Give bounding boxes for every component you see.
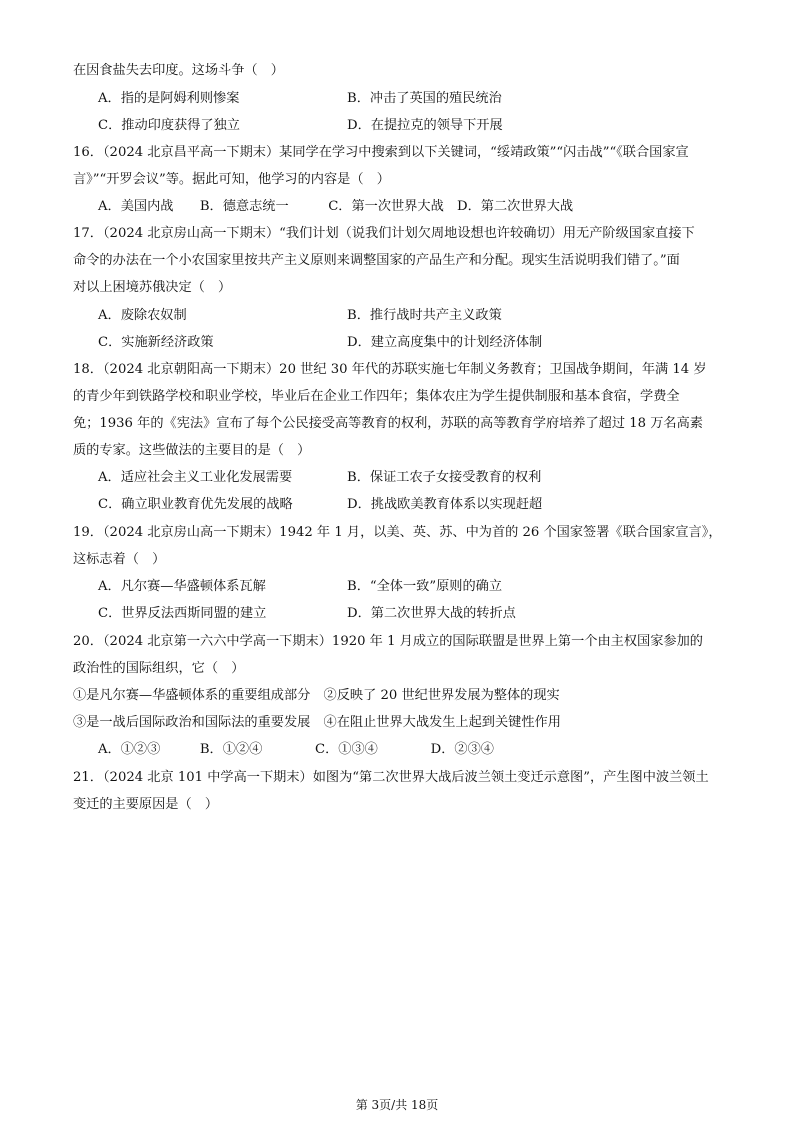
- q15-option-a[interactable]: A．指的是阿姆利则惨案: [98, 91, 240, 106]
- q18-option-c[interactable]: C．确立职业教育优先发展的战略: [98, 497, 293, 512]
- q19-option-a[interactable]: A．凡尔赛—华盛顿体系瓦解: [98, 579, 266, 594]
- q17-option-b[interactable]: B．推行战时共产主义政策: [347, 308, 502, 323]
- q18-option-b[interactable]: B．保证工农子女接受教育的权利: [347, 470, 542, 485]
- q17-option-d[interactable]: D．建立高度集中的计划经济体制: [347, 335, 543, 350]
- q18-stem-line4: 质的专家。这些做法的主要目的是（ ）: [73, 443, 311, 458]
- q19-stem-line2: 这标志着（ ）: [73, 552, 166, 567]
- q16-stem-line2: 言》”“开罗会议”等。据此可知，他学习的内容是（ ）: [73, 172, 390, 187]
- q18-stem-line3: 免；1936 年的《宪法》宣布了每个公民接受高等教育的权利，苏联的高等教育学府培养了超过 18 万名高素: [73, 416, 703, 431]
- q17-option-c[interactable]: C．实施新经济政策: [98, 335, 214, 350]
- page-number-footer: 第 3页/共 18页: [355, 1098, 439, 1112]
- q15-option-d[interactable]: D．在提拉克的领导下开展: [347, 118, 503, 133]
- q20-statements-3-4: ③是一战后国际政治和国际法的重要发展 ④在阻止世界大战发生上起到关键性作用: [73, 715, 561, 730]
- q18-stem-line1: 18．（2024 北京朝阳高一下期末）20 世纪 30 年代的苏联实施七年制义务教育；卫国战争期间，年满 14 岁: [73, 362, 707, 377]
- q16-options[interactable]: A．美国内战 B．德意志统一 C．第一次世界大战 D．第二次世界大战: [98, 199, 574, 214]
- q19-option-b[interactable]: B．“全体一致”原则的确立: [347, 579, 503, 594]
- q17-stem-line1: 17．（2024 北京房山高一下期末）“我们计划（说我们计划欠周地设想也许较确切）用无产阶级国家直接下: [73, 226, 695, 241]
- q21-stem-line1: 21．（2024 北京 101 中学高一下期末）如图为“第二次世界大战后波兰领土变迁示意图”，产生图中波兰领土: [73, 770, 709, 785]
- q16-stem-line1: 16．（2024 北京昌平高一下期末）某同学在学习中搜索到以下关键词，“绥靖政策”“闪击战”“《联合国家宣: [73, 145, 689, 160]
- q20-stem-line1: 20．（2024 北京第一六六中学高一下期末）1920 年 1 月成立的国际联盟是世界上第一个由主权国家参加的: [73, 634, 703, 649]
- q20-options[interactable]: A．①②③ B．①②④ C．①③④ D．②③④: [98, 742, 494, 757]
- q20-statements-1-2: ①是凡尔赛—华盛顿体系的重要组成部分 ②反映了 20 世纪世界发展为整体的现实: [73, 688, 560, 703]
- q19-stem-line1: 19．（2024 北京房山高一下期末）1942 年 1 月，以美、英、苏、中为首的 26 个国家签署《联合国家宣言》，: [73, 525, 722, 540]
- q20-stem-line2: 政治性的国际组织，它（ ）: [73, 661, 245, 676]
- q18-option-a[interactable]: A．适应社会主义工业化发展需要: [98, 470, 293, 485]
- q17-option-a[interactable]: A．废除农奴制: [98, 308, 187, 323]
- q17-stem-line2: 命令的办法在一个小农国家里按共产主义原则来调整国家的产品生产和分配。现实生活说明我们错了。”面: [73, 253, 680, 268]
- q18-stem-line2: 的青少年到铁路学校和职业学校，毕业后在企业工作四年；集体农庄为学生提供制服和基本食宿，学费全: [73, 389, 680, 404]
- q21-stem-line2: 变迁的主要原因是（ ）: [73, 797, 219, 812]
- q19-option-d[interactable]: D．第二次世界大战的转折点: [347, 606, 516, 621]
- q19-option-c[interactable]: C．世界反法西斯同盟的建立: [98, 606, 267, 621]
- q18-option-d[interactable]: D．挑战欧美教育体系以实现赶超: [347, 497, 543, 512]
- q15-option-c[interactable]: C．推动印度获得了独立: [98, 118, 240, 133]
- q17-stem-line3: 对以上困境苏俄决定（ ）: [73, 280, 232, 295]
- q15-stem-tail: 在因食盐失去印度。这场斗争（ ）: [73, 63, 284, 78]
- q15-option-b[interactable]: B．冲击了英国的殖民统治: [347, 91, 502, 106]
